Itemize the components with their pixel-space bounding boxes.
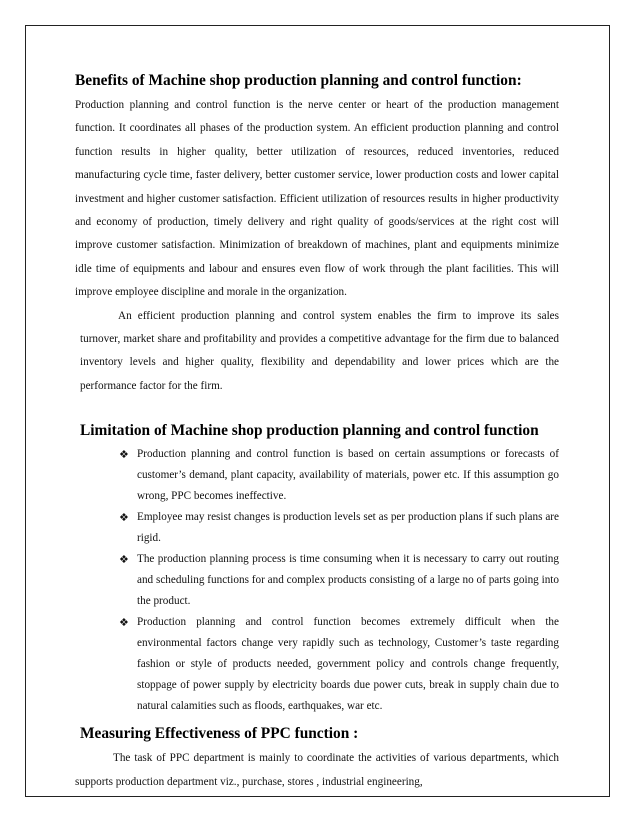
list-item: ❖ Production planning and control function is based on certain assumptions or forecasts of customer’s demand, plant capacity, availability of materials, power etc. If this assumption go wrong, PPC becomes ineffective. <box>137 444 559 507</box>
benefits-paragraph-2: An efficient production planning and control system enables the firm to improve its sales turnover, market share and profitability and provides a competitive advantage for the firm due to balanced inventory levels and higher quality, flexibility and dependability and lower prices which are the performance factor for the firm. <box>80 309 559 392</box>
heading-limitation: Limitation of Machine shop production planning and control function <box>80 422 539 440</box>
list-item: ❖ The production planning process is time consuming when it is necessary to carry out routing and scheduling functions for and complex products consisting of a large no of parts going into the product. <box>137 549 559 612</box>
list-item: ❖ Production planning and control function becomes extremely difficult when the environmental factors change very rapidly such as technology, Customer’s taste regarding fashion or style of products needed, government policy and controls change frequently, stoppage of power supply by electricity boards due power cuts, break in supply chain due to natural calamities such as floods, earthquakes, war etc. <box>137 612 559 717</box>
diamond-bullet-icon: ❖ <box>119 553 129 567</box>
list-item: ❖ Employee may resist changes is production levels set as per production plans if such plans are rigid. <box>137 507 559 549</box>
diamond-bullet-icon: ❖ <box>119 448 129 462</box>
measuring-paragraph: The task of PPC department is mainly to coordinate the activities of various departments, which supports production department viz., purchase, stores , industrial engineering, <box>75 752 559 788</box>
heading-measuring: Measuring Effectiveness of PPC function : <box>80 725 359 743</box>
diamond-bullet-icon: ❖ <box>119 511 129 525</box>
diamond-bullet-icon: ❖ <box>119 616 129 630</box>
heading-benefits: Benefits of Machine shop production planning and control function: <box>75 72 522 89</box>
document-body <box>75 70 559 794</box>
benefits-paragraph-1: Production planning and control function is the nerve center or heart of the production management function. It coordinates all phases of the production system. An efficient production planning and control function results in higher quality, better utilization of resources, reduced inventories, reduced manufacturing cycle time, faster delivery, better customer service, lower production costs and lower capital investment and higher customer satisfaction. Efficient utilization of resources results in higher productivity and economy of production, timely delivery and right quality of goods/services at the right cost will improve customer satisfaction. Minimization of breakdown of machines, plant and equipments minimize idle time of equipments and labour and ensures even flow of work through the plant facilities. This will improve employee discipline and morale in the organization. <box>75 99 559 299</box>
limitation-list <box>75 444 559 717</box>
